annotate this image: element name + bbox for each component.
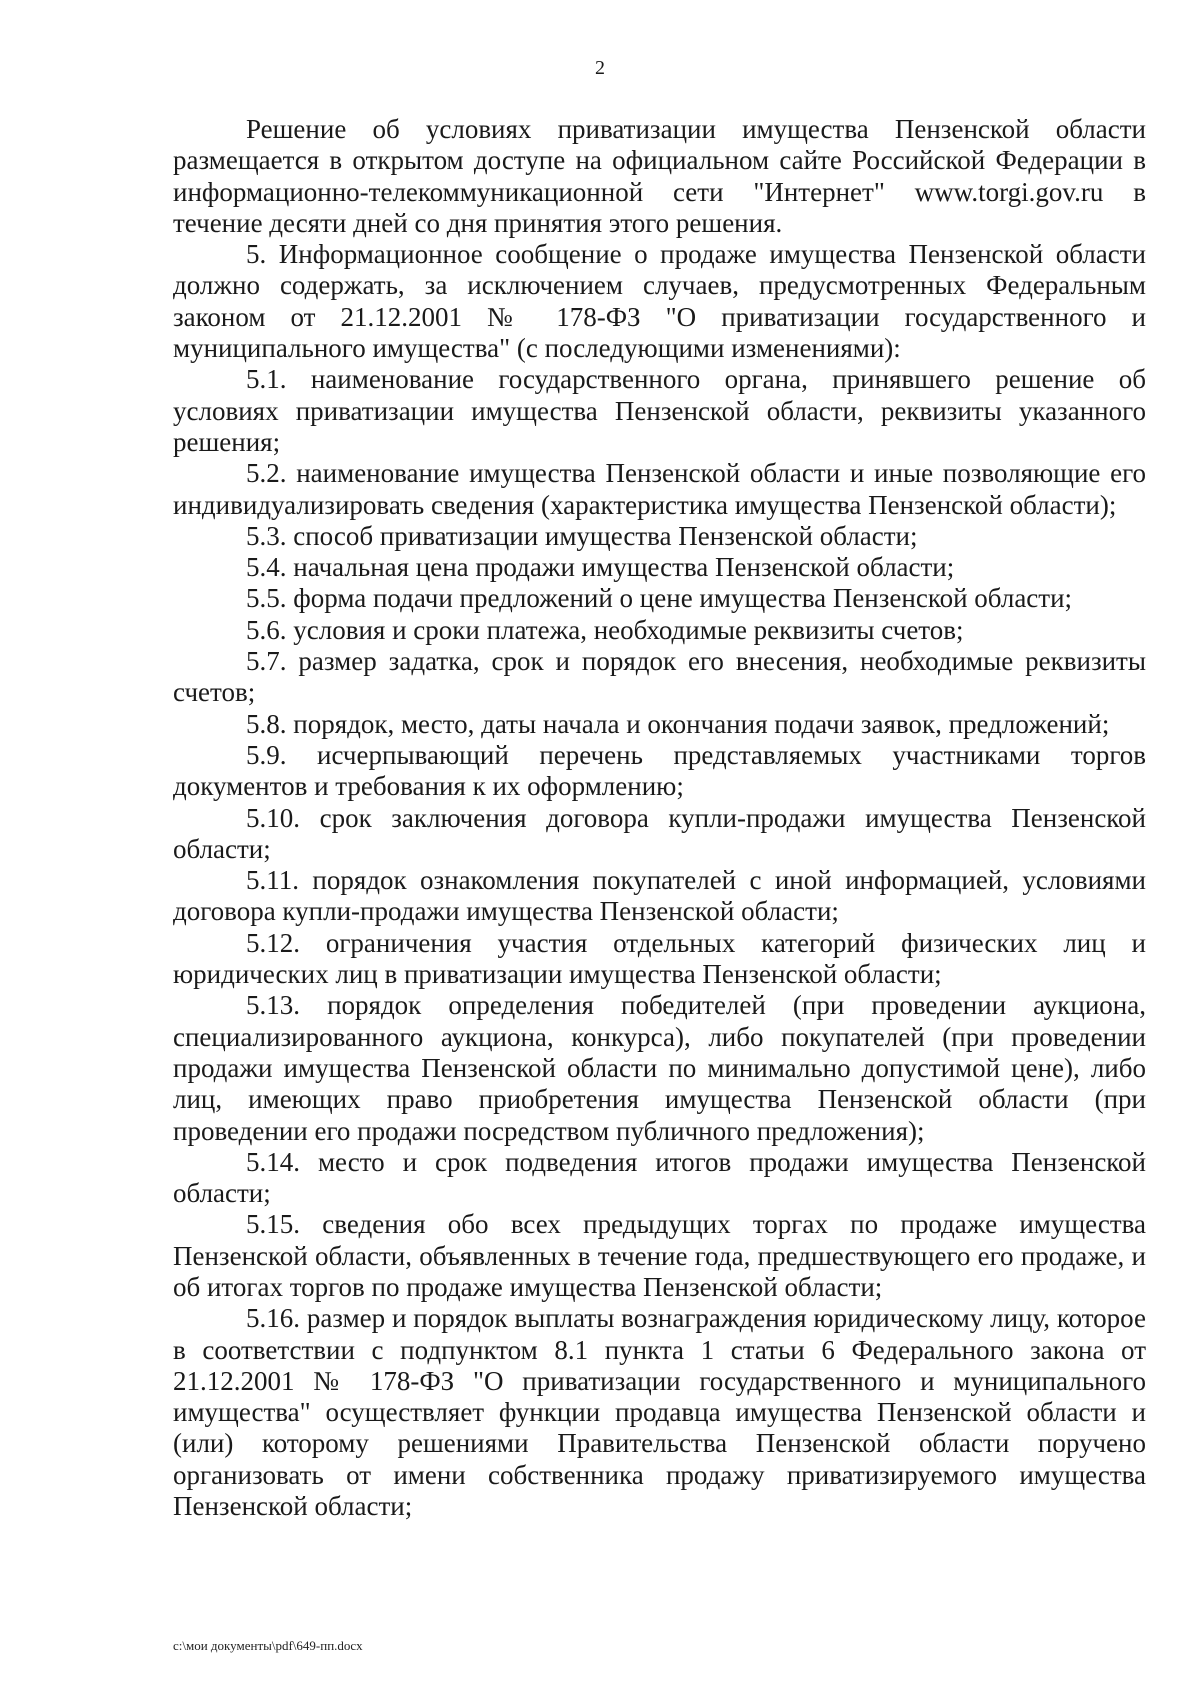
paragraph-5-4: 5.4. начальная цена продажи имущества Пензенской области; bbox=[246, 552, 955, 583]
paragraph-5-7: 5.7. размер задатка, срок и порядок его внесения, необходимые реквизиты счетов; bbox=[173, 646, 1146, 708]
paragraph-5-10: 5.10. срок заключения договора купли-продажи имущества Пензенской области; bbox=[173, 802, 1146, 864]
paragraph-5-5: 5.5. форма подачи предложений о цене имущества Пензенской области; bbox=[246, 583, 1073, 614]
paragraph-5: 5. Информационное сообщение о продаже имущества Пензенской области должно содержать, за исключением случаев, предусмотренных Федеральным законом от 21.12.2001 № 178-ФЗ "О приватизации государственного и муниципального имущества" (с последующими изменениями): bbox=[173, 239, 1146, 364]
paragraph-publication: Решение об условиях приватизации имущества Пензенской области размещается в открытом доступе на официальном сайте Российской Федерации в информационно-телекоммуникационной сети "Интернет" www.torgi.gov.ru в течение десяти дней со дня принятия этого решения. bbox=[173, 114, 1146, 238]
paragraph-5-12: 5.12. ограничения участия отдельных категорий физических лиц и юридических лиц в приватизации имущества Пензенской области; bbox=[173, 927, 1146, 990]
paragraph-5-6: 5.6. условия и сроки платежа, необходимые реквизиты счетов; bbox=[246, 614, 964, 645]
paragraph-5-9: 5.9. исчерпывающий перечень представляемых участниками торгов документов и требования к их оформлению; bbox=[173, 739, 1146, 802]
paragraph-5-16: 5.16. размер и порядок выплаты вознаграждения юридическому лицу, которое в соответствии с подпунктом 8.1 пункта 1 статьи 6 Федерального закона от 21.12.2001 № 178-ФЗ "О приватизации государственного и муниципального имущества" осуществляет функции продавца имущества Пензенской области и (или) которому решениями Правительства Пензенской области поручено организовать от имени собственника продажу приватизируемого имущества Пензенской области; bbox=[173, 1303, 1146, 1522]
document-body bbox=[173, 114, 1146, 1522]
paragraph-5-3: 5.3. способ приватизации имущества Пензенской области; bbox=[246, 520, 918, 551]
paragraph-5-13: 5.13. порядок определения победителей (при проведении аукциона, специализированного аукциона, конкурса), либо покупателей (при проведении продажи имущества Пензенской области по минимально допустимой цене), либо лиц, имеющих право приобретения имущества Пензенской области (при проведении его продажи посредством публичного предложения); bbox=[173, 990, 1146, 1146]
paragraph-5-8: 5.8. порядок, место, даты начала и окончания подачи заявок, предложений; bbox=[246, 708, 1110, 739]
page-number: 2 bbox=[595, 57, 605, 79]
paragraph-5-11: 5.11. порядок ознакомления покупателей с иной информацией, условиями договора купли-продажи имущества Пензенской области; bbox=[173, 865, 1146, 927]
paragraph-5-14: 5.14. место и срок подведения итогов продажи имущества Пензенской области; bbox=[173, 1146, 1146, 1209]
paragraph-5-15: 5.15. сведения обо всех предыдущих торгах по продаже имущества Пензенской области, объявленных в течение года, предшествующего его продаже, и об итогах торгов по продаже имущества Пензенской области; bbox=[173, 1209, 1146, 1302]
paragraph-5-1: 5.1. наименование государственного органа, принявшего решение об условиях приватизации имущества Пензенской области, реквизиты указанного решения; bbox=[173, 364, 1146, 457]
footer-file-path: c:\мои документы\pdf\649-пп.docx bbox=[173, 1638, 363, 1653]
paragraph-5-2: 5.2. наименование имущества Пензенской области и иные позволяющие его индивидуализировать сведения (характеристика имущества Пензенской области); bbox=[173, 458, 1146, 520]
